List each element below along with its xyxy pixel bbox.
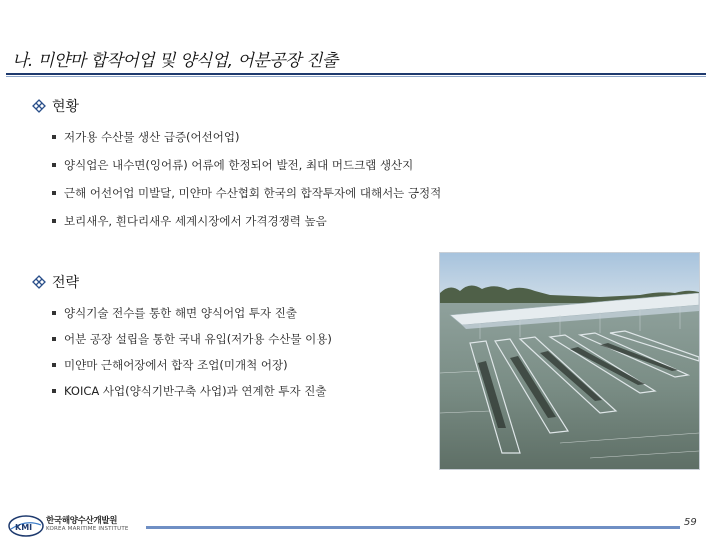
list-item: 보리새우, 흰다리새우 세계시장에서 가격경쟁력 높음 [52,214,441,242]
section-heading-strategy [32,272,79,292]
title-underline-thin [6,76,706,77]
aquaculture-photo-graphic [440,253,699,469]
organization-name: 한국해양수산개발원 [46,516,118,526]
square-bullet-icon [52,337,56,341]
square-bullet-icon [52,311,56,315]
list-item: 양식업은 내수면(잉어류) 어류에 한정되어 발전, 최대 머드크랩 생산지 [52,158,441,186]
page-number: 59 [684,517,697,528]
section-heading-label: 전략 [52,275,80,291]
square-bullet-icon [52,163,56,167]
logo-text: KMI [15,523,33,532]
list-item: 근해 어선어업 미발달, 미얀마 수산협회 한국의 합작투자에 대해서는 긍정적 [52,186,441,214]
square-bullet-icon [52,135,56,139]
square-bullet-icon [52,191,56,195]
list-item: 미얀마 근해어장에서 합작 조업(미개척 어장) [52,358,332,384]
square-bullet-icon [52,363,56,367]
page-title: 나. 미얀마 합작어업 및 양식업, 어분공장 진출 [12,51,338,71]
section-heading-status [32,96,79,116]
square-bullet-icon [52,389,56,393]
square-bullet-icon [52,219,56,223]
organization-name-english: KOREA MARITIME INSTITUTE [46,526,129,532]
section-heading-label: 현황 [52,99,80,115]
list-item: KOICA 사업(양식기반구축 사업)과 연계한 투자 진출 [52,384,332,410]
status-bullet-list [52,130,441,242]
aquaculture-photo [439,252,700,470]
footer [0,512,720,540]
footer-rule [146,526,680,529]
title-underline [6,73,706,75]
diamond-bullet-icon [32,99,46,113]
strategy-bullet-list [52,306,332,410]
kmi-logo-icon [8,515,44,537]
list-item: 양식기술 전수를 통한 해면 양식어업 투자 진출 [52,306,332,332]
diamond-bullet-icon [32,275,46,289]
list-item: 저가용 수산물 생산 급증(어선어업) [52,130,441,158]
list-item: 어분 공장 설립을 통한 국내 유입(저가용 수산물 이용) [52,332,332,358]
